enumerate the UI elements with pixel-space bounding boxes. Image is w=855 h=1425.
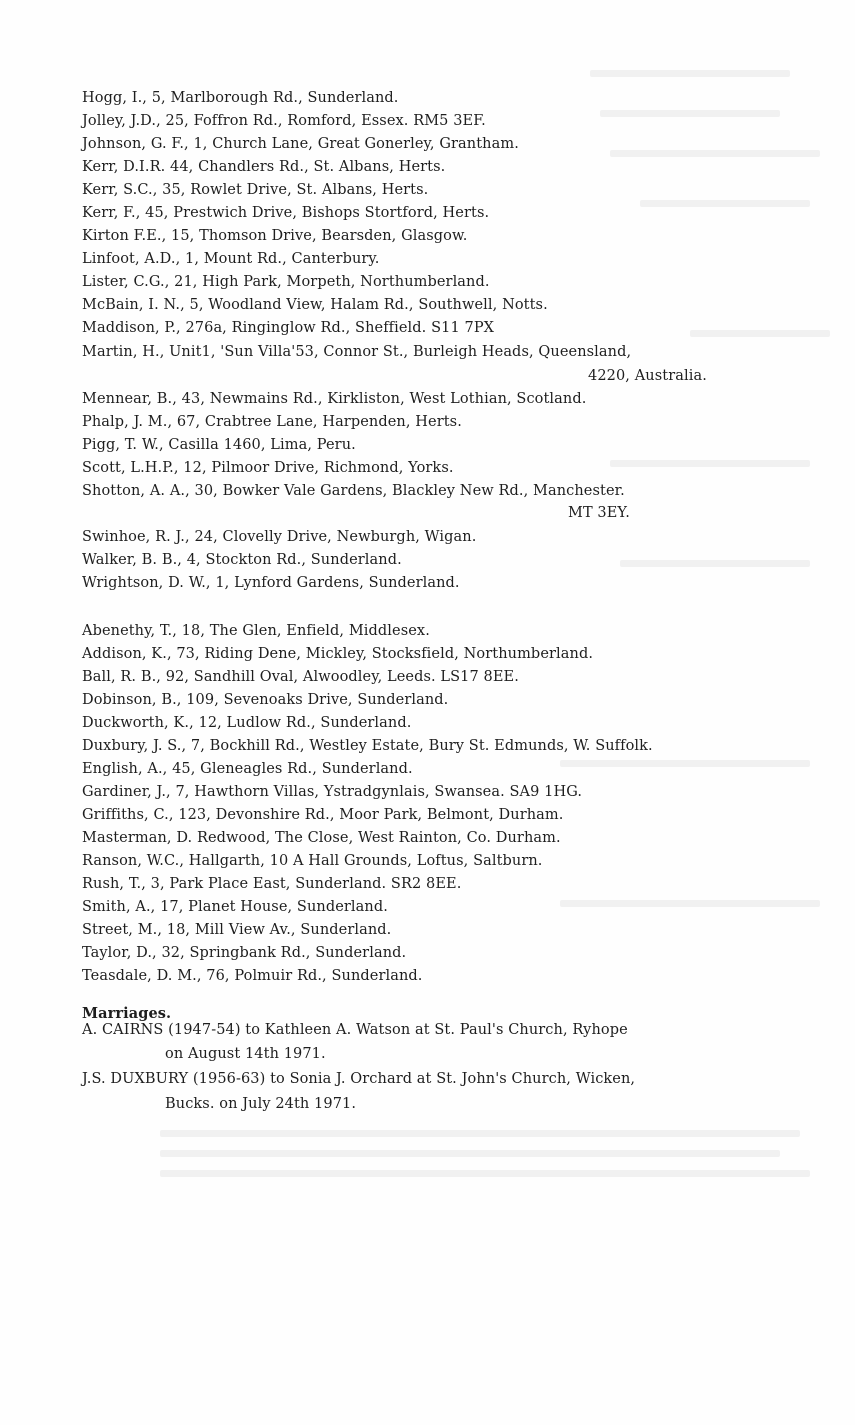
- address-entry: Gardiner, J., 7, Hawthorn Villas, Ystradgynlais, Swansea. SA9 1HG.: [82, 784, 583, 800]
- address-entry-continuation: MT 3EY.: [568, 505, 630, 521]
- address-entry: Maddison, P., 276a, Ringinglow Rd., Sheffield. S11 7PX: [82, 320, 495, 336]
- address-entry: Masterman, D. Redwood, The Close, West Rainton, Co. Durham.: [82, 830, 561, 846]
- address-entry: Addison, K., 73, Riding Dene, Mickley, Stocksfield, Northumberland.: [82, 646, 594, 662]
- address-entry: Street, M., 18, Mill View Av., Sunderland.: [82, 922, 392, 938]
- marriage-entry-continuation: Bucks. on July 24th 1971.: [165, 1096, 357, 1112]
- address-entry: Swinhoe, R. J., 24, Clovelly Drive, Newburgh, Wigan.: [82, 529, 477, 545]
- address-entry: Kerr, S.C., 35, Rowlet Drive, St. Albans, Herts.: [82, 182, 429, 198]
- address-entry: McBain, I. N., 5, Woodland View, Halam Rd., Southwell, Notts.: [82, 297, 548, 313]
- address-entry: Lister, C.G., 21, High Park, Morpeth, Northumberland.: [82, 274, 490, 290]
- address-entry: Duxbury, J. S., 7, Bockhill Rd., Westley Estate, Bury St. Edmunds, W. Suffolk.: [82, 738, 653, 754]
- address-entry: Wrightson, D. W., 1, Lynford Gardens, Sunderland.: [82, 575, 460, 591]
- address-entry-continuation: 4220, Australia.: [588, 368, 707, 384]
- address-entry: Walker, B. B., 4, Stockton Rd., Sunderland.: [82, 552, 402, 568]
- address-entry: Pigg, T. W., Casilla 1460, Lima, Peru.: [82, 437, 356, 453]
- address-entry: Rush, T., 3, Park Place East, Sunderland. SR2 8EE.: [82, 876, 462, 892]
- address-entry: Griffiths, C., 123, Devonshire Rd., Moor Park, Belmont, Durham.: [82, 807, 564, 823]
- address-entry: Abenethy, T., 18, The Glen, Enfield, Middlesex.: [82, 623, 430, 639]
- address-entry: Jolley, J.D., 25, Foffron Rd., Romford, Essex. RM5 3EF.: [82, 113, 486, 129]
- address-entry: Teasdale, D. M., 76, Polmuir Rd., Sunderland.: [82, 968, 423, 984]
- marriage-entry-continuation: on August 14th 1971.: [165, 1046, 326, 1062]
- address-entry: Johnson, G. F., 1, Church Lane, Great Gonerley, Grantham.: [82, 136, 519, 152]
- address-entry: Linfoot, A.D., 1, Mount Rd., Canterbury.: [82, 251, 380, 267]
- address-entry: Ball, R. B., 92, Sandhill Oval, Alwoodley, Leeds. LS17 8EE.: [82, 669, 519, 685]
- address-entry: Kerr, F., 45, Prestwich Drive, Bishops Stortford, Herts.: [82, 205, 490, 221]
- address-entry: Kirton F.E., 15, Thomson Drive, Bearsden, Glasgow.: [82, 228, 468, 244]
- address-entry: Shotton, A. A., 30, Bowker Vale Gardens, Blackley New Rd., Manchester.: [82, 483, 625, 499]
- address-entry: Scott, L.H.P., 12, Pilmoor Drive, Richmond, Yorks.: [82, 460, 454, 476]
- address-entry: Ranson, W.C., Hallgarth, 10 A Hall Grounds, Loftus, Saltburn.: [82, 853, 543, 869]
- address-entry: Martin, H., Unit1, 'Sun Villa'53, Connor St., Burleigh Heads, Queensland,: [82, 344, 632, 360]
- marriages-heading: Marriages.: [82, 1005, 172, 1022]
- address-entry: Hogg, I., 5, Marlborough Rd., Sunderland.: [82, 90, 399, 106]
- address-entry: Taylor, D., 32, Springbank Rd., Sunderland.: [82, 945, 407, 961]
- address-entry: Duckworth, K., 12, Ludlow Rd., Sunderland.: [82, 715, 412, 731]
- marriage-entry: J.S. DUXBURY (1956-63) to Sonia J. Orchard at St. John's Church, Wicken,: [82, 1071, 636, 1087]
- address-entry: Smith, A., 17, Planet House, Sunderland.: [82, 899, 388, 915]
- address-entry: Mennear, B., 43, Newmains Rd., Kirkliston, West Lothian, Scotland.: [82, 391, 587, 407]
- marriage-entry: A. CAIRNS (1947-54) to Kathleen A. Watson at St. Paul's Church, Ryhope: [82, 1022, 628, 1038]
- address-entry: Kerr, D.I.R. 44, Chandlers Rd., St. Albans, Herts.: [82, 159, 446, 175]
- address-entry: Phalp, J. M., 67, Crabtree Lane, Harpenden, Herts.: [82, 414, 462, 430]
- address-entry: English, A., 45, Gleneagles Rd., Sunderland.: [82, 761, 413, 777]
- address-entry: Dobinson, B., 109, Sevenoaks Drive, Sunderland.: [82, 692, 449, 708]
